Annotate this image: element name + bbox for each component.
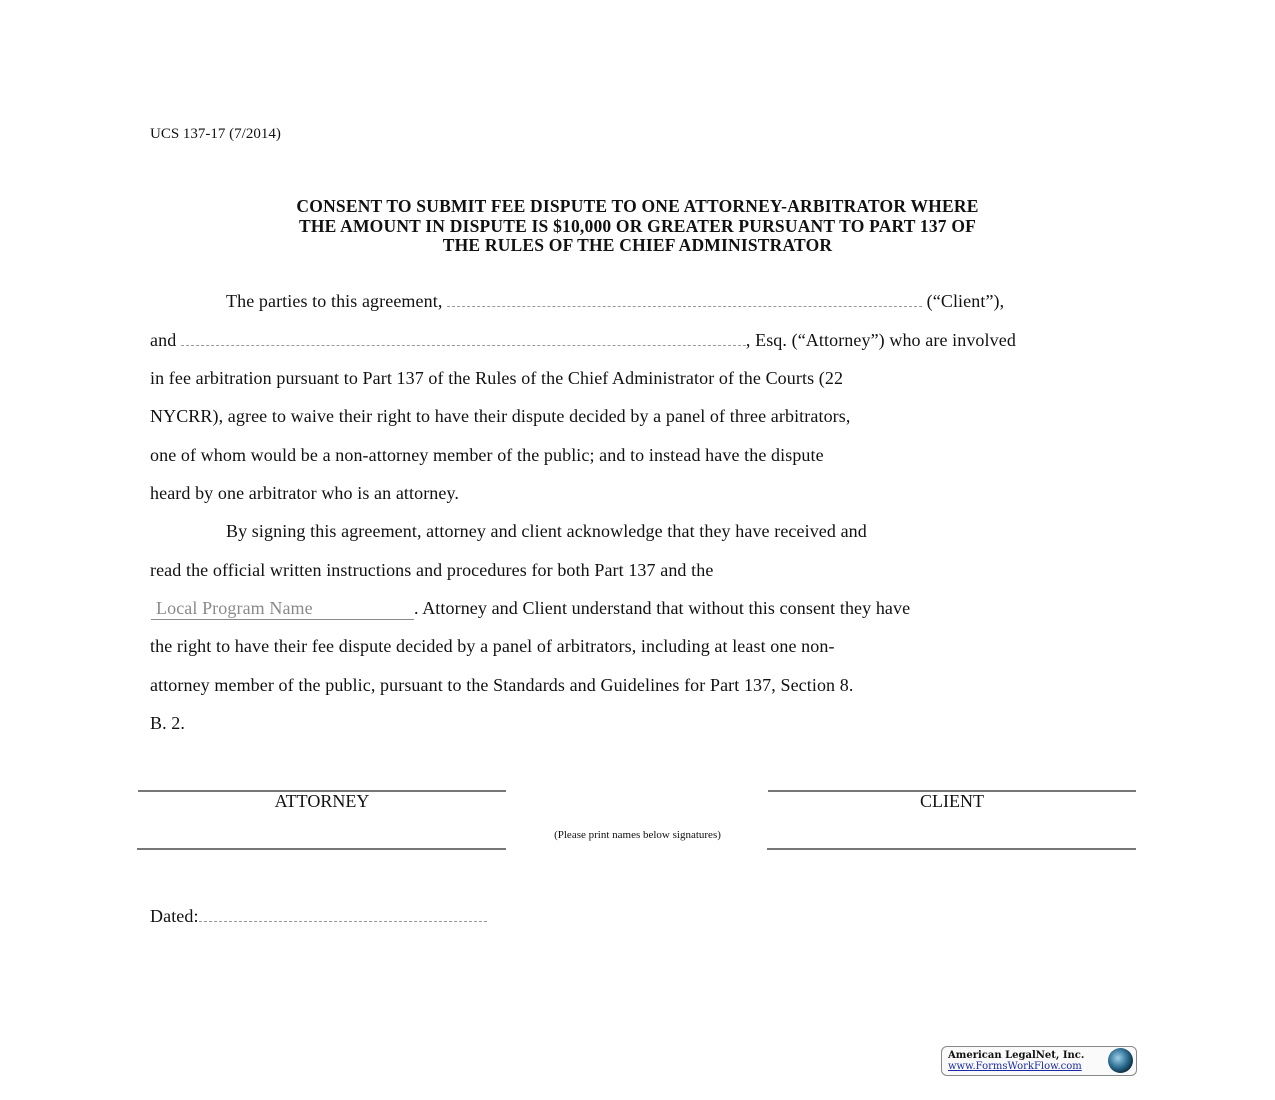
paragraph1-line3: in fee arbitration pursuant to Part 137 of the Rules of the Chief Administrator of the Courts (22 (150, 368, 844, 388)
document-title (150, 197, 1125, 256)
paragraph2-line6: B. 2. (150, 713, 186, 733)
paragraph1-line4: NYCRR), agree to waive their right to have their dispute decided by a panel of three arbitrators, (150, 406, 851, 426)
globe-logo-icon (1108, 1048, 1133, 1073)
badge-url-link[interactable]: www.FormsWorkFlow.com (948, 1061, 1082, 1072)
attorney-printed-name-line[interactable] (137, 848, 506, 850)
date-field[interactable] (199, 907, 487, 922)
paragraph1-line1: The parties to this agreement, (“Client”), (226, 291, 1005, 311)
paragraph1-line5: one of whom would be a non-attorney member of the public; and to instead have the dispute (150, 445, 824, 465)
form-id: UCS 137-17 (7/2014) (150, 126, 281, 142)
client-label: CLIENT (920, 791, 984, 811)
title-line: THE AMOUNT IN DISPUTE IS $10,000 OR GREATER PURSUANT TO PART 137 OF (298, 215, 977, 236)
print-names-note: (Please print names below signatures) (554, 829, 721, 841)
badge-company: American LegalNet, Inc. (948, 1050, 1085, 1061)
title-line: CONSENT TO SUBMIT FEE DISPUTE TO ONE ATTORNEY-ARBITRATOR WHERE (296, 196, 979, 216)
paragraph1-line2: and , Esq. (“Attorney”) who are involved (150, 330, 1016, 350)
dated-line: Dated: (150, 906, 487, 927)
paragraph2-line2: read the official written instructions and procedures for both Part 137 and the (150, 560, 714, 580)
paragraph2-line3: Local Program Name . Attorney and Client understand that without this consent they have (151, 598, 910, 620)
paragraph2-line4: the right to have their fee dispute decided by a panel of arbitrators, including at least one non- (150, 636, 835, 656)
paragraph2-line1: By signing this agreement, attorney and client acknowledge that they have received and (226, 521, 867, 541)
local-program-name-field[interactable]: Local Program Name (151, 598, 414, 620)
client-name-field[interactable] (447, 292, 922, 307)
paragraph1-line6: heard by one arbitrator who is an attorney. (150, 483, 460, 503)
client-printed-name-line[interactable] (767, 848, 1136, 850)
attorney-label: ATTORNEY (274, 791, 370, 811)
title-line: THE RULES OF THE CHIEF ADMINISTRATOR (442, 235, 833, 255)
paragraph2-line5: attorney member of the public, pursuant to the Standards and Guidelines for Part 137, Section 8. (150, 675, 854, 695)
american-legalnet-badge[interactable] (941, 1046, 1137, 1076)
attorney-name-field[interactable] (181, 331, 746, 346)
